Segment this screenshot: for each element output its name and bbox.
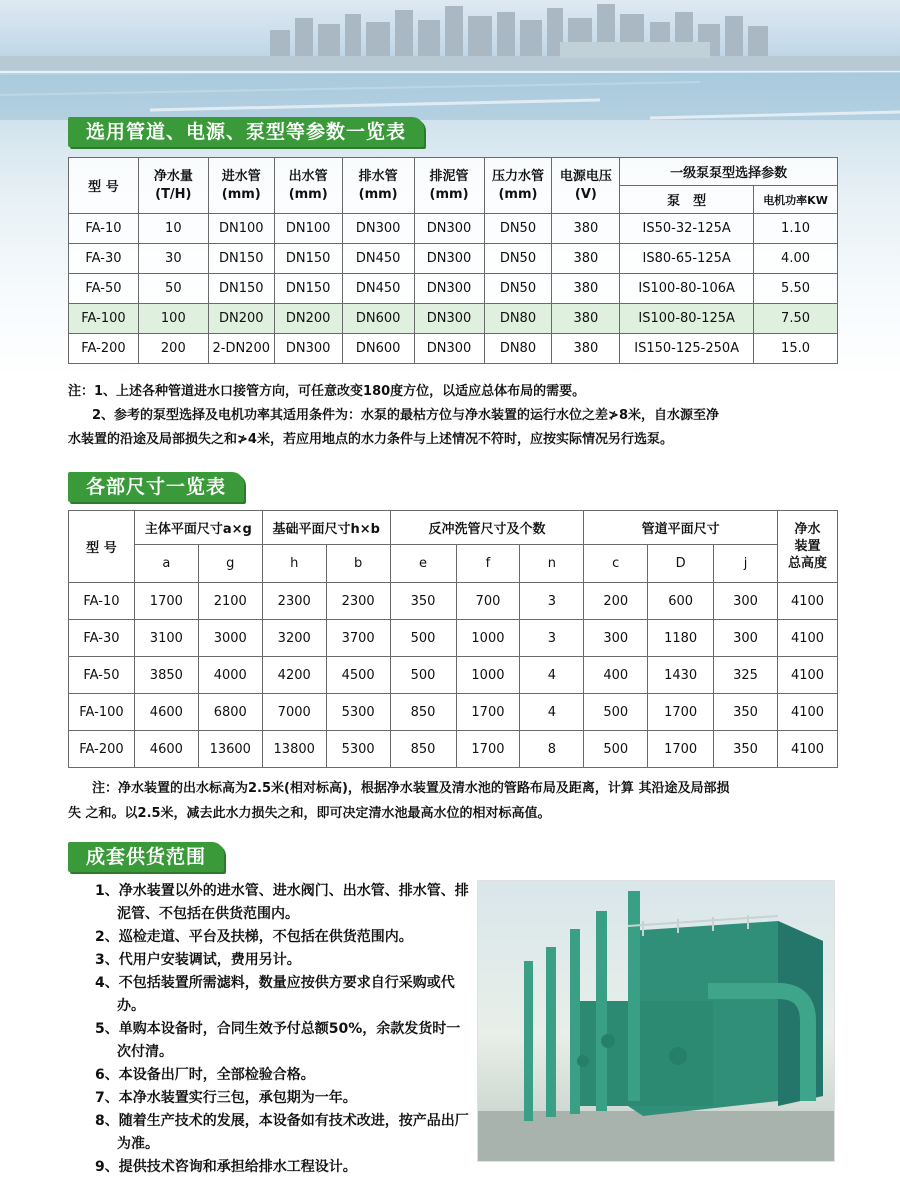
table-row: [69, 214, 838, 244]
header-outlet: 出水管 (mm): [274, 158, 342, 214]
cell: FA-100: [69, 694, 135, 731]
table-row: [69, 583, 838, 620]
cell: 1430: [648, 657, 714, 694]
table-row: [69, 731, 838, 768]
note-dimensions-2: 失 之和。以2.5米，减去此水力损失之和，即可决定清水池最高水位的相对标高值。: [68, 806, 551, 821]
cell: 100: [138, 304, 208, 334]
cell: 3200: [262, 620, 326, 657]
cell: IS100-80-125A: [620, 304, 754, 334]
cell: DN50: [484, 274, 552, 304]
sub-header: h: [262, 545, 326, 583]
cell: 4: [520, 657, 584, 694]
note-1: 注：1、上述各种管道进水口接管方向，可任意改变180度方位，以适应总体布局的需要。: [68, 384, 586, 399]
section-title-supply: 成套供货范围: [68, 842, 224, 872]
header-total-height: 净水 装置 总高度: [777, 511, 837, 583]
table-row: [69, 694, 838, 731]
cell: 4100: [777, 657, 837, 694]
list-item: 5、单购本设备时，合同生效予付总额50%，余款发货时一次付清。: [95, 1021, 461, 1060]
cell: 3850: [134, 657, 198, 694]
cell: 1700: [648, 694, 714, 731]
cell: 500: [390, 620, 456, 657]
cell: 30: [138, 244, 208, 274]
header-inlet: 进水管 (mm): [208, 158, 274, 214]
sub-header: g: [198, 545, 262, 583]
cell: FA-30: [69, 244, 139, 274]
cell: DN150: [274, 244, 342, 274]
params-table: [68, 157, 838, 364]
cell: 850: [390, 694, 456, 731]
sub-header: e: [390, 545, 456, 583]
header-voltage: 电源电压 (V): [552, 158, 620, 214]
cell: 13600: [198, 731, 262, 768]
table-row: [69, 334, 838, 364]
cell: 300: [584, 620, 648, 657]
cell: DN150: [208, 244, 274, 274]
cell: 350: [390, 583, 456, 620]
cell: FA-50: [69, 657, 135, 694]
cell: 4: [520, 694, 584, 731]
cell: DN300: [414, 214, 484, 244]
cell: 4100: [777, 583, 837, 620]
header-backwash: 反冲洗管尺寸及个数: [390, 511, 584, 545]
cell: 4.00: [754, 244, 838, 274]
cell: 8: [520, 731, 584, 768]
list-item: 3、代用户安装调试，费用另计。: [95, 952, 301, 968]
cell: 1.10: [754, 214, 838, 244]
header-motor-power: 电机功率KW: [754, 186, 838, 214]
section-title-dimensions: 各部尺寸一览表: [68, 472, 244, 502]
header-drain: 排水管 (mm): [342, 158, 414, 214]
header-model: 型 号: [69, 158, 139, 214]
cell: DN300: [414, 304, 484, 334]
cell: DN100: [274, 214, 342, 244]
cell: 4600: [134, 694, 198, 731]
cell: 380: [552, 274, 620, 304]
cell: 4000: [198, 657, 262, 694]
cell: DN300: [414, 244, 484, 274]
cell: 1700: [648, 731, 714, 768]
cell: IS50-32-125A: [620, 214, 754, 244]
list-item: 7、本净水装置实行三包，承包期为一年。: [95, 1090, 357, 1106]
sub-header: j: [714, 545, 778, 583]
cell: 1000: [456, 620, 520, 657]
equipment-photo: [477, 880, 835, 1162]
sub-header: n: [520, 545, 584, 583]
cell: 380: [552, 304, 620, 334]
header-model: 型 号: [69, 511, 135, 583]
note-dimensions-1: 注：净水装置的出水标高为2.5米(相对标高)，根据净水装置及清水池的管路布局及距离，计算 其沿途及局部损: [92, 781, 730, 796]
cell: DN50: [484, 244, 552, 274]
list-item: 6、本设备出厂时，全部检验合格。: [95, 1067, 315, 1083]
cell: 4100: [777, 620, 837, 657]
cell: 13800: [262, 731, 326, 768]
cell: IS100-80-106A: [620, 274, 754, 304]
cell: 50: [138, 274, 208, 304]
list-item: 4、不包括装置所需滤料，数量应按供方要求自行采购或代办。: [95, 975, 455, 1014]
cell: 4600: [134, 731, 198, 768]
cell: DN300: [414, 334, 484, 364]
cell: FA-100: [69, 304, 139, 334]
cell: DN200: [208, 304, 274, 334]
cell: 500: [584, 694, 648, 731]
table-row: [69, 274, 838, 304]
cell: 4100: [777, 694, 837, 731]
cell: DN300: [414, 274, 484, 304]
note-2: 2、参考的泵型选择及电机功率其适用条件为：水泵的最枯方位与净水装置的运行水位之差≯8米，自水源至净: [92, 408, 719, 423]
cell: DN450: [342, 274, 414, 304]
cell: FA-200: [69, 334, 139, 364]
cell: 600: [648, 583, 714, 620]
cell: 3100: [134, 620, 198, 657]
cell: 380: [552, 214, 620, 244]
cell: 7.50: [754, 304, 838, 334]
cell: 380: [552, 334, 620, 364]
cell: DN50: [484, 214, 552, 244]
cell: 400: [584, 657, 648, 694]
supply-list: [95, 880, 470, 1179]
cell: 300: [714, 620, 778, 657]
cell: DN600: [342, 304, 414, 334]
header-pump-type: 泵 型: [620, 186, 754, 214]
city-skyline-image: [0, 0, 900, 120]
cell: 350: [714, 694, 778, 731]
cell: 350: [714, 731, 778, 768]
cell: DN200: [274, 304, 342, 334]
cell: FA-10: [69, 583, 135, 620]
cell: IS150-125-250A: [620, 334, 754, 364]
header-pump-group: 一级泵泵型选择参数: [620, 158, 838, 186]
table-row: [69, 657, 838, 694]
cell: 6800: [198, 694, 262, 731]
header-pressure: 压力水管 (mm): [484, 158, 552, 214]
dimensions-table: [68, 510, 838, 768]
list-item: 1、净水装置以外的进水管、进水阀门、出水管、排水管、排泥管、不包括在供货范围内。: [95, 883, 469, 922]
cell: DN300: [342, 214, 414, 244]
cell: 200: [138, 334, 208, 364]
list-item: 9、提供技术咨询和承担给排水工程设计。: [95, 1159, 357, 1175]
cell: IS80-65-125A: [620, 244, 754, 274]
cell: 4500: [326, 657, 390, 694]
sub-header: D: [648, 545, 714, 583]
cell: DN150: [208, 274, 274, 304]
cell: 700: [456, 583, 520, 620]
header-sludge: 排泥管 (mm): [414, 158, 484, 214]
header-capacity: 净水量 (T/H): [138, 158, 208, 214]
note-3: 水装置的沿途及局部损失之和≯4米，若应用地点的水力条件与上述情况不符时，应按实际情况另行选泵。: [68, 432, 673, 447]
cell: DN600: [342, 334, 414, 364]
cell: 2300: [262, 583, 326, 620]
cell: FA-30: [69, 620, 135, 657]
cell: DN450: [342, 244, 414, 274]
header-base-size: 基础平面尺寸h×b: [262, 511, 390, 545]
cell: 325: [714, 657, 778, 694]
sub-header: c: [584, 545, 648, 583]
section-title-params: 选用管道、电源、泵型等参数一览表: [68, 117, 424, 147]
cell: 300: [714, 583, 778, 620]
cell: 500: [390, 657, 456, 694]
cell: 15.0: [754, 334, 838, 364]
cell: FA-200: [69, 731, 135, 768]
header-main-size: 主体平面尺寸a×g: [134, 511, 262, 545]
cell: DN300: [274, 334, 342, 364]
cell: 3700: [326, 620, 390, 657]
cell: 1000: [456, 657, 520, 694]
list-item: 8、随着生产技术的发展，本设备如有技术改进，按产品出厂为准。: [95, 1113, 469, 1152]
cell: 1700: [456, 694, 520, 731]
cell: 4100: [777, 731, 837, 768]
water-treatment-equipment-image: [478, 881, 834, 1161]
table-row: [69, 244, 838, 274]
cell: 3: [520, 583, 584, 620]
table-row: [69, 620, 838, 657]
cell: 1700: [456, 731, 520, 768]
cell: 380: [552, 244, 620, 274]
cell: 3000: [198, 620, 262, 657]
cell: DN80: [484, 334, 552, 364]
cell: 3: [520, 620, 584, 657]
cell: 5300: [326, 694, 390, 731]
header-pipe-size: 管道平面尺寸: [584, 511, 778, 545]
cell: 2-DN200: [208, 334, 274, 364]
cell: 1700: [134, 583, 198, 620]
list-item: 2、巡检走道、平台及扶梯，不包括在供货范围内。: [95, 929, 413, 945]
sub-header: f: [456, 545, 520, 583]
cell: 850: [390, 731, 456, 768]
cell: DN100: [208, 214, 274, 244]
cell: 4200: [262, 657, 326, 694]
table-row: [69, 304, 838, 334]
cell: 2300: [326, 583, 390, 620]
sub-header: a: [134, 545, 198, 583]
cell: 1180: [648, 620, 714, 657]
cell: 7000: [262, 694, 326, 731]
cell: 2100: [198, 583, 262, 620]
cell: FA-50: [69, 274, 139, 304]
cell: FA-10: [69, 214, 139, 244]
cell: 200: [584, 583, 648, 620]
cell: 10: [138, 214, 208, 244]
cell: 500: [584, 731, 648, 768]
cell: 5.50: [754, 274, 838, 304]
cell: 5300: [326, 731, 390, 768]
cell: DN150: [274, 274, 342, 304]
cell: DN80: [484, 304, 552, 334]
sub-header: b: [326, 545, 390, 583]
